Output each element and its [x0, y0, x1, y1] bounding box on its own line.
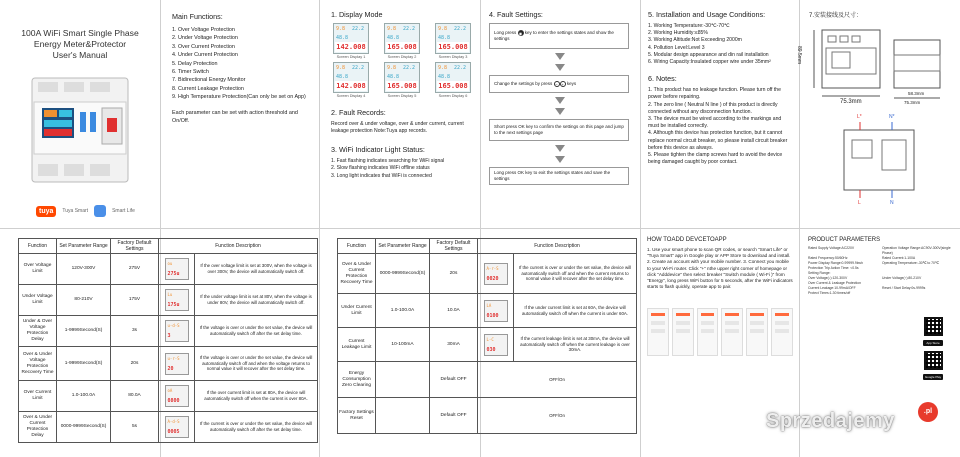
parameters-grid: Rated Supply Voltage:AC220V Operation Voltage Range:AC90V-300V(single Phase) Rated Frequency:50/60Hz Rated Current:1-100A Power Display Range:0-99999.9kwh Operating Temperature:-30℃ to 70℃ Protection Trip Action Time: <0.5s Setting Range: Over Voltage(↓):120-300V Under Voltage(↑):80-210V Over Current & Leakage Protection Current Leakage:10-99mA/OFF Reset / Start Delay:0s-9999s Protect Times:1-30 times/off — [808, 246, 951, 295]
arrow-down-icon — [555, 64, 565, 71]
table-row: Under & Over Voltage Protection Delay 1-9999Second(S) 3s u-d-S 3 If the voltage is over or under the set value, the device will automatically switch off after the set delay time. — [19, 316, 318, 347]
lcd-preview: ou 275u — [165, 258, 189, 280]
function-item: 1. Over Voltage Protection — [172, 27, 235, 33]
wifi-indicator-list: 1. Fast flashing indicates searching for WiFi signal 2. Slow flashing indicates WiFi offline status 3. Long light indicates that WiFi is connected — [331, 157, 445, 179]
table-row: Under Voltage Limit 80-210V 175V Lu 175u If the under voltage limit is set at 80V, when the voltage is under 80V, the device will automatically switch off. — [19, 285, 318, 316]
width-dimension: 75.3mm — [840, 99, 862, 105]
tuya-logo-caption: Tuya Smart — [62, 208, 89, 214]
lcd-preview: u-r-S 20 — [165, 353, 189, 375]
arrow-down-icon — [555, 97, 565, 104]
product-parameters-heading: PRODUCT PARAMETERS — [808, 237, 881, 243]
minus-key-icon: − — [555, 81, 558, 87]
lcd-preview: u-d-S 3 — [165, 320, 189, 342]
lcd-preview: LA 0100 — [484, 300, 508, 322]
brand-logos — [36, 205, 135, 217]
installation-heading: 5. Installation and Usage Conditions: — [648, 10, 766, 19]
lcd-preview: L-C 030 — [484, 334, 508, 356]
lcd-preview: Lu 175u — [165, 289, 189, 311]
screen-display: 9.8 22.2 48.8 165.008 Screen Display 3 — [433, 23, 473, 59]
app-screens — [647, 308, 793, 356]
fault-records-text: Record over & under voltage, over & under current, current leakage protection Note:Tuya app records. — [331, 121, 464, 135]
arrow-down-icon — [555, 53, 565, 60]
table-header-row: Function Set Parameter Range Factory Default Settings Function Description — [338, 239, 637, 254]
table-row: Over & Under Current Protection Delay 0000-9999Second(S) 5s A-d-S 0005 If the current is over or under the set value, the device will automatically switch off after the set delay time. — [19, 412, 318, 443]
function-item: 4. Under Current Protection — [172, 52, 238, 59]
tuya-logo: tuya — [36, 206, 56, 217]
manual-title: 100A WiFi Smart Single Phase Energy Meter&Protector User's Manual — [21, 28, 139, 60]
qr-code-icon — [924, 317, 943, 336]
plus-key-icon: + — [561, 81, 564, 87]
function-item: 5. Delay Protection — [172, 60, 218, 67]
main-functions-page — [161, 0, 319, 228]
function-item: 8. Current Leakage Protection — [172, 85, 244, 92]
cover-page — [0, 0, 160, 228]
app-store-badge: App Store — [923, 340, 943, 346]
function-item: 9. High Temperature Protection(Can only be set on App) — [172, 94, 306, 101]
table-row: Energy Consumption Zero Clearing Default OFF OFF/On — [338, 362, 637, 398]
lcd-screen: 9.8 22.2 48.8 165.008 — [384, 23, 420, 54]
terminal-l-top: L* — [857, 114, 862, 120]
table-row: Over Current Limit 1.0-100.0A 80.0A oA 0800 If the over current limit is set at 80A, the device will automatically switch off when the current is over 80A. — [19, 381, 318, 412]
how-to-add-text: 1. Use your smart phone to scan QR codes, or search "Smart Life" or "Tuya Smart" app in Google play or APP Store to download and install. 2. Create an account with your mobile number. 3. Connect you mobile to your Wi-Fi router. Click "+" nthe upper right corner of homepage or click "Adddevice" then select breaker "Switch module ( Wi-Fi )" from "Energy", long press WiFi button for 5 seconds, after the WiFi indicators starts to flash quickly, operate app to pair. — [647, 247, 793, 290]
terminal-n-top: N* — [889, 114, 895, 120]
arrow-down-icon — [555, 145, 565, 152]
parameter-table-2 — [337, 238, 637, 434]
settings-step-box: Long press OK key to exit the settings states and save the settings — [489, 167, 629, 185]
table-header-row: Function Set Parameter Range Factory Default Settings Function Description — [19, 239, 318, 254]
screen-display: 9.8 22.2 48.8 165.008 Screen Display 2 — [382, 23, 422, 59]
screen-display: 9.8 22.2 48.8 142.008 Screen Display 4 — [331, 62, 371, 98]
depth-dimension: 58.3mm — [908, 91, 925, 96]
wifi-indicator-heading: 3. WiFi Indicator Light Status: — [331, 144, 425, 154]
dimensions-heading: 7.安装接线及尺寸： — [809, 13, 863, 19]
function-item: 7. Bidirectional Energy Monitor — [172, 77, 246, 84]
terminal-n-bottom: N — [890, 200, 894, 206]
phone-screen — [746, 308, 768, 356]
fault-settings-heading: 4. Fault Settings: — [489, 10, 543, 19]
lcd-preview: A-r-S 0020 — [484, 263, 508, 285]
smart-life-logo-caption: Smart Life — [112, 208, 135, 214]
table-row: Current Leakage Limit 10-100mA 30mA L-C 030 If the current leakage limit is set at 30mA, the device will automatically switch off when the current leakage is over 30mA. — [338, 328, 637, 362]
terminal-l-bottom: L — [858, 200, 861, 206]
main-functions-heading: Main Functions: — [172, 12, 223, 21]
lcd-screen: 9.8 22.2 48.8 142.008 — [333, 23, 369, 54]
lcd-screen: 9.8 22.2 48.8 165.008 — [435, 62, 471, 93]
table-row: Over Voltage Limit 120V-300V 275V ou 275u If the over voltage limit is set at 300V, when the voltage is over 300V, the device will automatically switch off. — [19, 254, 318, 285]
function-item: 2. Under Voltage Protection — [172, 35, 238, 42]
installation-page — [641, 0, 799, 228]
screen-display: 9.8 22.2 48.8 142.008 Screen Display 1 — [331, 23, 371, 59]
notes-heading: 6. Notes: — [648, 74, 677, 84]
display-mode-page — [320, 0, 480, 228]
lcd-screen: 9.8 22.2 48.8 142.008 — [333, 62, 369, 93]
google-play-badge: Google Play — [924, 375, 942, 379]
screen-grid — [331, 23, 471, 98]
how-to-add-heading: HOW TOADD DEVCETOAPP — [647, 237, 727, 243]
lcd-screen: 9.8 22.2 48.8 165.008 — [384, 62, 420, 93]
height-dimension: 89.5mm — [796, 46, 802, 65]
lcd-preview: A-d-S 0005 — [165, 416, 189, 438]
lcd-preview: oA 0800 — [165, 385, 189, 407]
fault-records-heading: 2. Fault Records: — [331, 108, 386, 117]
phone-screen — [672, 308, 694, 356]
fault-settings-page — [481, 0, 640, 228]
qr-code-icon — [924, 351, 943, 370]
dimension-drawing — [800, 0, 960, 228]
watermark: Sprzedajemy — [766, 410, 895, 432]
phone-screen — [647, 308, 669, 356]
phone-screen — [771, 308, 793, 356]
phone-screen — [697, 308, 719, 356]
function-item: 6. Timer Switch — [172, 69, 209, 76]
screen-display: 9.8 22.2 48.8 165.008 Screen Display 6 — [433, 62, 473, 98]
width2-dimension: 75.3mm — [904, 100, 921, 105]
installation-list: 1. Working Temperature:-30℃-70℃ 2. Working Humidity:≤85% 3. Working Altitude:Not Exceeding 2000m 4. Pollution Level:Level 3 5. Modular design appearance and din rail installation 6. Wiring Capacity:Insulated copper wire under 35mm² — [648, 23, 771, 66]
notes-list: 1. This product has no leakage function. Please turn off the power before repairing. 2. The zero line ( Neutral N line ) of this product is directly connected without any disconnection function. 3. The device must be wired according to the markings and must be installed correctly. 4. Although this device has protection function, but it cannot replace normal circuit breaker, so please install circuit breaker before this device as always. 5. Please tighten the clamp screws hard to avoid the device being damaged caught by poor contact. — [648, 87, 788, 166]
meter-device-image — [20, 72, 138, 190]
settings-key-icon: ◉ — [518, 30, 523, 36]
table-row: Over & Under Current Protection Recovery Time 0000-9999Second(S) 20s A-r-S 0020 If the current is over or under the set value, the device will automatically switch off and when the current returns to normal value it will recover after the set delay time. — [338, 254, 637, 294]
table-row: Under Current Limit 1.0-100.0A 10.0A LA 0100 If the under current limit is set at 60A, the device will automatically switch off when the current is under 60A. — [338, 294, 637, 328]
screen-display: 9.8 22.2 48.8 165.008 Screen Display 5 — [382, 62, 422, 98]
settings-step-box: Short press OK key to confirm the settings on this page and jump to the next settings page — [489, 119, 629, 141]
dimensions-page — [796, 0, 960, 228]
main-functions-list — [172, 26, 309, 102]
function-item: 3. Over Current Protection — [172, 43, 235, 50]
phone-screen — [721, 308, 743, 356]
arrow-down-icon — [555, 108, 565, 115]
lcd-screen: 9.8 22.2 48.8 165.008 — [435, 23, 471, 54]
smart-life-icon — [94, 205, 106, 217]
parameter-table-1 — [18, 238, 318, 443]
functions-note: Each parameter can be set with action threshold and On/Off. — [172, 109, 298, 124]
watermark-pl-badge: .pl — [918, 402, 938, 422]
arrow-down-icon — [555, 156, 565, 163]
display-mode-heading: 1. Display Mode — [331, 10, 383, 19]
table-row: Over & Under Voltage Protection Recovery Time 1-9999Second(S) 20s u-r-S 20 If the voltage is over or under the set value, the device will automatically switch off and when the voltage returns to normal value it will recover after the set delay time. — [19, 347, 318, 381]
table-row: Factory Settings Reset Default OFF OFF/On — [338, 398, 637, 434]
settings-step-box: Long press ◉ key to enter the settings states and show the settings — [489, 23, 629, 49]
settings-step-box: Change the settings by press − + keys — [489, 75, 629, 93]
